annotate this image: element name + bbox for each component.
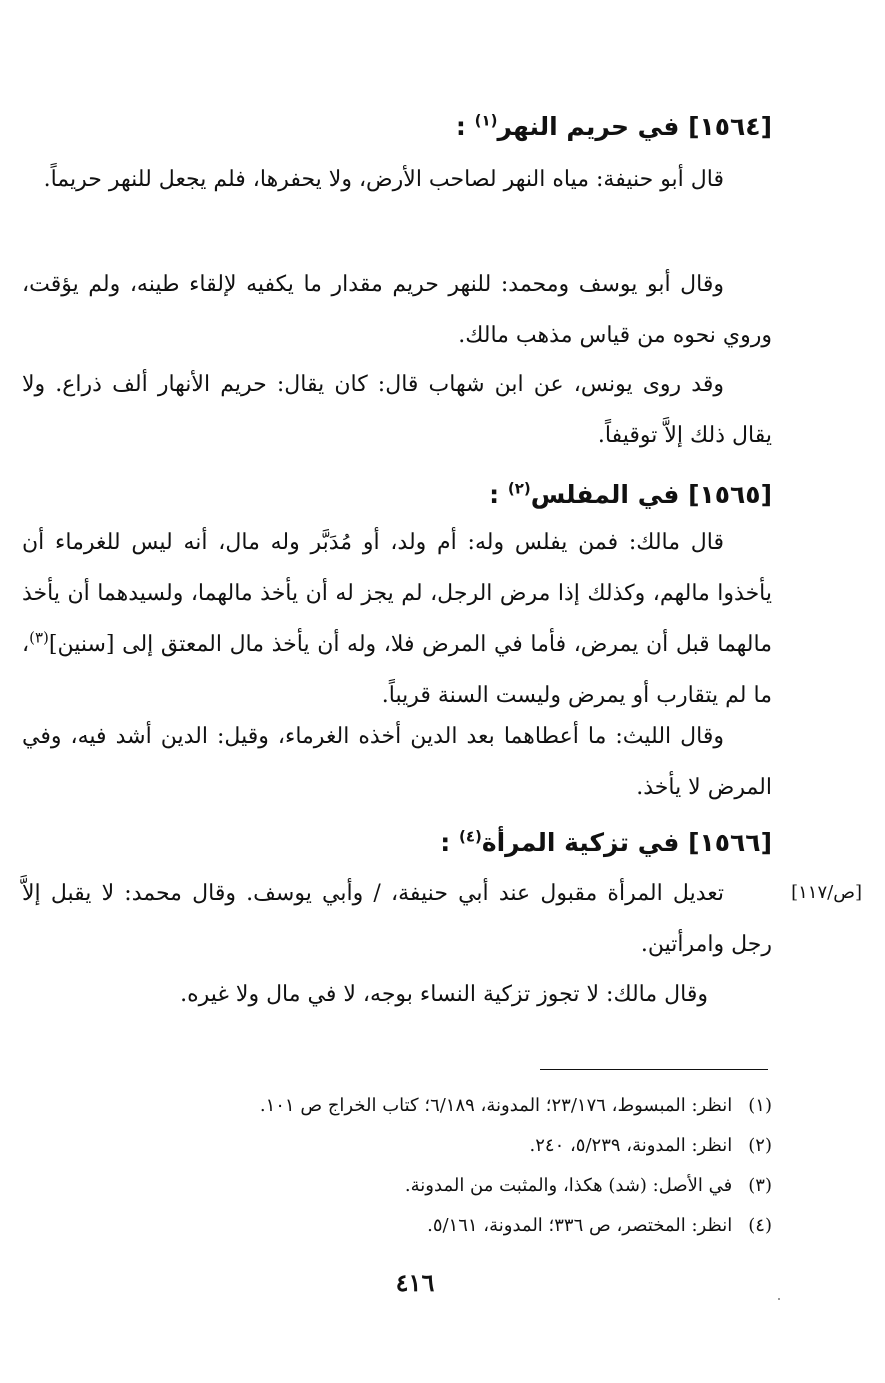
footnotes [100, 1086, 772, 1246]
heading-colon: : [440, 828, 451, 857]
section-heading-1564 [22, 110, 772, 144]
paragraph: وقال الليث: ما أعطاهما بعد الدين أخذه الغرماء، وقيل: الدين أشد فيه، وفي المرض لا يأخذ. [22, 724, 772, 800]
section-heading-1565 [22, 478, 772, 512]
footnote [100, 1126, 772, 1166]
section-title: في حريم النهر [497, 112, 680, 141]
section-number: [١٥٦٤] [688, 112, 772, 141]
footnote [100, 1166, 772, 1206]
footnote [100, 1086, 772, 1126]
section-title: في تزكية المرأة [481, 828, 680, 857]
paragraph: تعديل المرأة مقبول عند أبي حنيفة، / وأبي يوسف. وقال محمد: لا يقبل إلاَّ رجل وامرأتين. [22, 881, 772, 957]
paragraph: وقال أبو يوسف ومحمد: للنهر حريم مقدار ما يكفيه لإلقاء طينه، ولم يؤقت، وروي نحوه من قياس مذهب مالك. [22, 272, 772, 348]
footnote-text: انظر: المدونة، ٥/٢٣٩، ٢٤٠. [529, 1135, 733, 1156]
heading-colon: : [489, 480, 500, 509]
margin-page-reference: [ص/١١٧] [791, 882, 862, 903]
paragraph-text: قال مالك: فمن يفلس وله: أم ولد، أو مُدَبَّر وله مال، أنه ليس للغرماء أن يأخذوا مالهم، وكذلك إذا مرض الرجل، لم يجز له أن يأخذ مالهما، ولسيدهما أن يأخذ مالهما قبل أن يمرض، فأما في المرض فلا، وله أن يأخذ مال المعتق إلى [سنين] [22, 530, 772, 657]
section-number: [١٥٦٥] [688, 480, 772, 509]
footnote-text: انظر: المبسوط، ٢٣/١٧٦؛ المدونة، ٦/١٨٩؛ كتاب الخراج ص ١٠١. [259, 1095, 733, 1116]
footnote-number: (٣) [748, 1175, 772, 1196]
page-number: ٤١٦ [395, 1268, 435, 1297]
section-heading-1566 [22, 826, 772, 860]
paragraph: وقال مالك: لا تجوز تزكية النساء بوجه، لا في مال ولا غيره. [180, 982, 708, 1007]
footnote-text: في الأصل: (شد) هكذا، والمثبت من المدونة. [404, 1175, 733, 1196]
footnote-ref: (٣) [29, 628, 49, 647]
footnote-number: (٤) [748, 1215, 772, 1236]
footnote-ref: (١) [474, 111, 498, 130]
footnote-number: (٢) [748, 1135, 772, 1156]
footnote-ref: (٢) [507, 479, 531, 498]
heading-colon: : [455, 112, 466, 141]
footnote-number: (١) [748, 1095, 772, 1116]
section-number: [١٥٦٦] [688, 828, 772, 857]
paragraph-text: ، ما لم يتقارب أو يمرض وليست السنة قريباً. [22, 632, 772, 708]
paragraph [22, 517, 772, 721]
section-title: في المفلس [530, 480, 680, 509]
footnote-text: انظر: المختصر، ص ٣٣٦؛ المدونة، ٥/١٦١. [427, 1215, 733, 1236]
footnote [100, 1206, 772, 1246]
scan-speck [778, 1298, 780, 1300]
paragraph: قال أبو حنيفة: مياه النهر لصاحب الأرض، ولا يحفرها، فلم يجعل للنهر حريماً. [43, 167, 724, 192]
footnote-separator [540, 1069, 768, 1070]
paragraph: وقد روى يونس، عن ابن شهاب قال: كان يقال: حريم الأنهار ألف ذراع. ولا يقال ذلك إلاَّ توقيفاً. [22, 372, 772, 448]
footnote-ref: (٤) [458, 827, 482, 846]
